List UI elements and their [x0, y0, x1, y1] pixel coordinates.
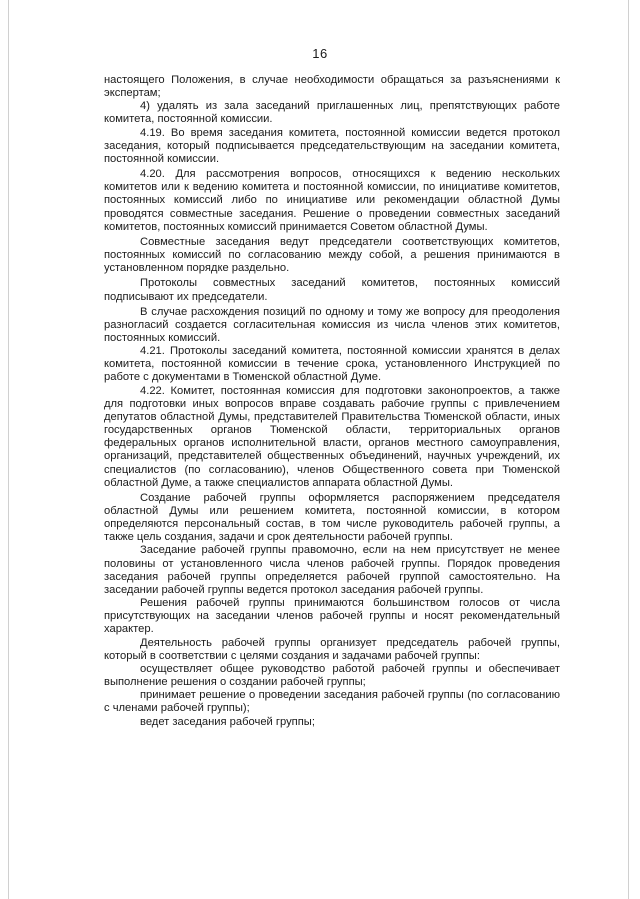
paragraph: Создание рабочей группы оформляется распоряжением председателя областной Думы или решением комитета, постоянной комиссии, в котором определяются персональный состав, в том числе руководитель рабочей группы, а также цель создания, задачи и срок деятельности рабочей группы.: [104, 491, 560, 544]
paragraph: В случае расхождения позиций по одному и тому же вопросу для преодоления разногласий создается согласительная комиссия из числа членов этих комитетов, постоянных комиссий.: [104, 305, 560, 344]
paragraph: 4.21. Протоколы заседаний комитета, постоянной комиссии хранятся в делах комитета, постоянной комиссии в течение срока, установленного Инструкцией по работе с документами в Тюменской областной Думе.: [104, 345, 560, 384]
paragraph: принимает решение о проведении заседания рабочей группы (по согласованию с членами рабочей группы);: [104, 689, 560, 715]
paragraph: Совместные заседания ведут председатели соответствующих комитетов, постоянных комиссий по согласованию между собой, а решения принимаются в установленном порядке раздельно.: [104, 235, 560, 275]
paragraph: 4) удалять из зала заседаний приглашенных лиц, препятствующих работе комитета, постоянной комиссии.: [104, 100, 560, 126]
paragraph: Деятельность рабочей группы организует председатель рабочей группы, который в соответствии с целями создания и задачами рабочей группы:: [104, 636, 560, 662]
scan-edge-left: [8, 0, 9, 899]
paragraph: Протоколы совместных заседаний комитетов, постоянных комиссий подписывают их председатели.: [104, 277, 560, 303]
paragraph: настоящего Положения, в случае необходимости обращаться за разъяснениями к экспертам;: [104, 74, 560, 100]
paragraph: ведет заседания рабочей группы;: [140, 715, 315, 728]
paragraph: 4.20. Для рассмотрения вопросов, относящихся к ведению нескольких комитетов или к ведению комитета и постоянной комиссии, по инициативе комитетов, постоянных комиссий либо по инициативе или рекомендации областной Думы проводятся совместные заседания. Решение о проведении совместных заседаний комитетов, постоянных комиссий принимается Советом областной Думы.: [104, 168, 560, 233]
paragraph: Решения рабочей группы принимаются большинством голосов от числа присутствующих на заседании членов рабочей группы и носят рекомендательный характер.: [104, 597, 560, 636]
document-body: [104, 74, 560, 729]
page-number: 16: [312, 46, 328, 61]
paragraph: Заседание рабочей группы правомочно, если на нем присутствует не менее половины от установленного числа членов рабочей группы. Порядок проведения заседания рабочей группы определяется рабочей группой самостоятельно. На заседании рабочей группы ведется протокол заседания рабочей группы.: [104, 544, 560, 596]
scan-edge-right: [628, 0, 629, 899]
paragraph: 4.19. Во время заседания комитета, постоянной комиссии ведется протокол заседания, который подписывается председательствующим на заседании комитета, постоянной комиссии.: [104, 126, 560, 165]
paragraph: 4.22. Комитет, постоянная комиссия для подготовки законопроектов, а также для подготовки иных вопросов вправе создавать рабочие группы с привлечением депутатов областной Думы, представителей Правительства Тюменской области, иных государственных органов Тюменской области, территориальных органов федеральных органов исполнительной власти, органов местного самоуправления, организаций, представителей общественных объединений, научных учреждений, их специалистов (по согласованию), членов Общественного совета при Тюменской областной Думе, а также специалистов аппарата областной Думы.: [104, 384, 560, 489]
paragraph: осуществляет общее руководство работой рабочей группы и обеспечивает выполнение решения о создании рабочей группы;: [104, 662, 560, 689]
